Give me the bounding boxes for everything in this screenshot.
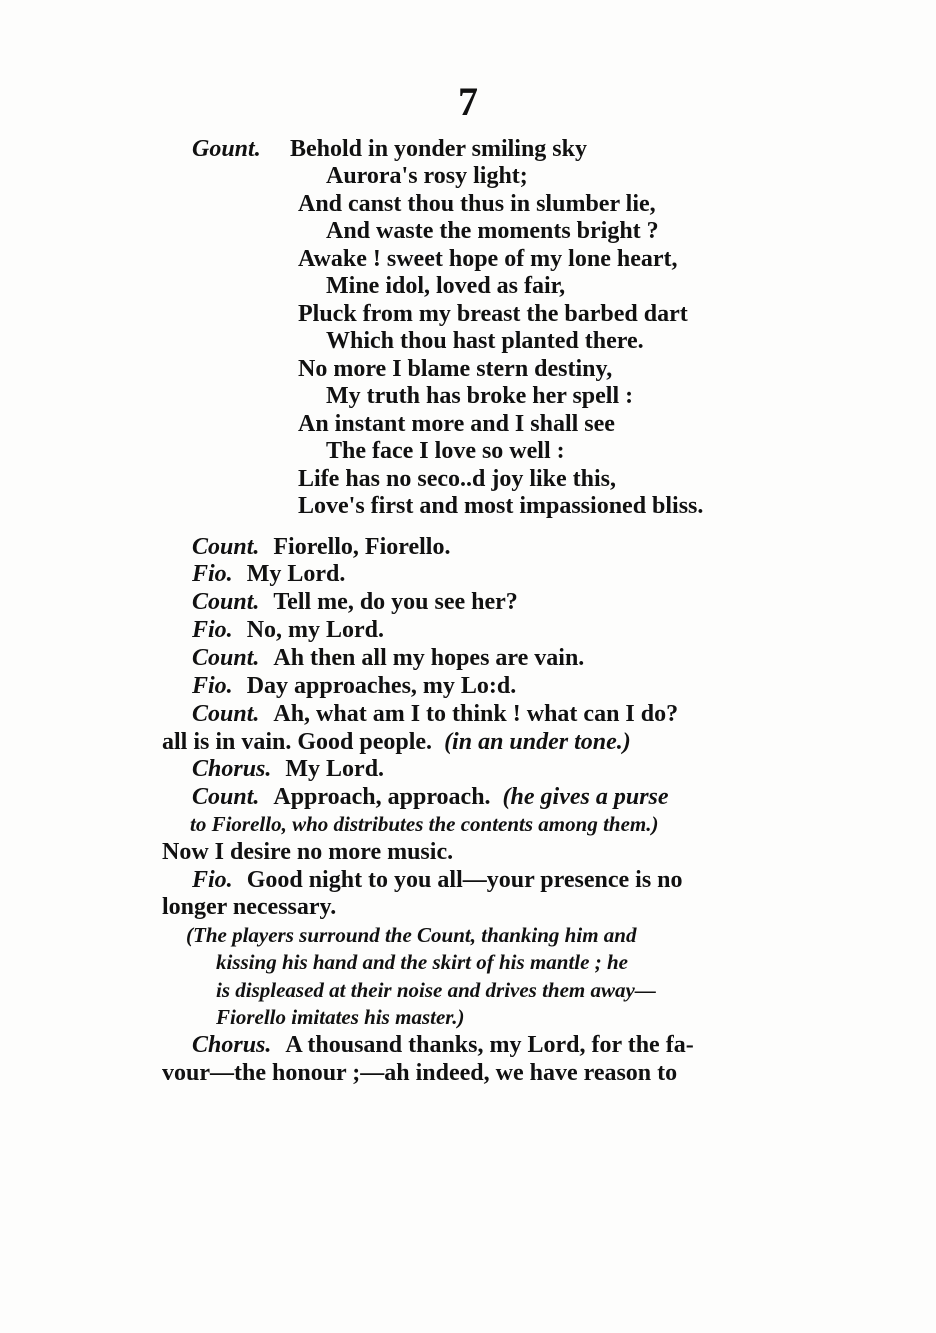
- stage-direction-line: (The players surround the Count, thanking him and: [186, 923, 637, 947]
- dialogue-line: [192, 533, 450, 561]
- verse-line: An instant more and I shall see: [298, 411, 615, 437]
- dialogue-text: Ah, what am I to think ! what can I do?: [273, 701, 679, 727]
- dialogue-text: Now I desire no more music.: [162, 839, 454, 865]
- verse-line: Love's first and most impassioned bliss.: [298, 493, 704, 519]
- verse-line: Which thou hast planted there.: [326, 328, 644, 354]
- dialogue-text: all is in vain. Good people.: [162, 729, 433, 755]
- speaker-name: Fio.: [192, 867, 233, 893]
- verse-line: My truth has broke her spell :: [326, 383, 634, 409]
- verse-line: And waste the moments bright ?: [326, 218, 659, 244]
- dialogue-line: [192, 672, 516, 700]
- stage-direction-inline: (he gives a purse: [502, 784, 669, 810]
- speaker-name: Count.: [192, 784, 260, 810]
- speaker-name: Fio.: [192, 673, 233, 699]
- dialogue-line: [162, 728, 631, 756]
- verse-speaker: Gount.: [192, 136, 261, 162]
- dialogue-text: vour—the honour ;—ah indeed, we have reason to: [162, 1060, 678, 1086]
- stage-direction-line: is displeased at their noise and drives them away—: [216, 978, 656, 1002]
- speaker-name: Chorus.: [192, 1032, 272, 1058]
- dialogue-text: Approach, approach.: [273, 784, 491, 810]
- verse-line: No more I blame stern destiny,: [298, 356, 613, 382]
- speaker-name: Count.: [192, 589, 260, 615]
- dialogue-line: [162, 1059, 677, 1087]
- dialogue-text: My Lord.: [285, 756, 385, 782]
- speaker-name: Count.: [192, 534, 260, 560]
- speaker-name: Count.: [192, 701, 260, 727]
- dialogue-text: My Lord.: [246, 561, 346, 587]
- dialogue-line: [192, 1031, 694, 1059]
- stage-direction-inline: (in an under tone.): [444, 729, 631, 755]
- dialogue-text: Tell me, do you see her?: [273, 589, 518, 615]
- dialogue-line: [192, 755, 384, 783]
- speaker-name: Chorus.: [192, 756, 272, 782]
- verse-line: Life has no seco..d joy like this,: [298, 466, 617, 492]
- verse-line: Mine idol, loved as fair,: [326, 273, 566, 299]
- dialogue-text: longer necessary.: [162, 894, 337, 920]
- dialogue-text: Day approaches, my Lo:d.: [246, 673, 517, 699]
- dialogue-line: [192, 644, 584, 672]
- dialogue-line: [162, 838, 453, 866]
- verse-line: Pluck from my breast the barbed dart: [298, 301, 688, 327]
- dialogue-line: [162, 893, 336, 921]
- stage-direction-line: kissing his hand and the skirt of his mantle ; he: [216, 950, 628, 974]
- speaker-name: Fio.: [192, 617, 233, 643]
- page-number: 7: [458, 79, 478, 124]
- dialogue-line: [192, 616, 384, 644]
- verse-line: The face I love so well :: [326, 438, 565, 464]
- dialogue-text: Good night to you all—your presence is no: [246, 867, 683, 893]
- speaker-name: Count.: [192, 645, 260, 671]
- stage-direction-line: Fiorello imitates his master.): [216, 1005, 465, 1029]
- verse-line: Aurora's rosy light;: [326, 163, 528, 189]
- dialogue-text: Fiorello, Fiorello.: [273, 534, 451, 560]
- dialogue-line: [192, 588, 518, 616]
- verse-line: Awake ! sweet hope of my lone heart,: [298, 246, 678, 272]
- speaker-name: Fio.: [192, 561, 233, 587]
- dialogue-text: Ah then all my hopes are vain.: [273, 645, 585, 671]
- verse-line: And canst thou thus in slumber lie,: [298, 191, 656, 217]
- dialogue-text: No, my Lord.: [246, 617, 385, 643]
- dialogue-line: [192, 866, 683, 894]
- stage-direction-inline: to Fiorello, who distributes the contents among them.): [190, 812, 659, 836]
- dialogue-line: [192, 783, 669, 811]
- dialogue-line: [190, 810, 658, 838]
- dialogue-text: A thousand thanks, my Lord, for the fa-: [285, 1032, 694, 1058]
- verse-line: Behold in yonder smiling sky: [290, 136, 587, 162]
- dialogue-line: [192, 560, 345, 588]
- dialogue-line: [192, 700, 678, 728]
